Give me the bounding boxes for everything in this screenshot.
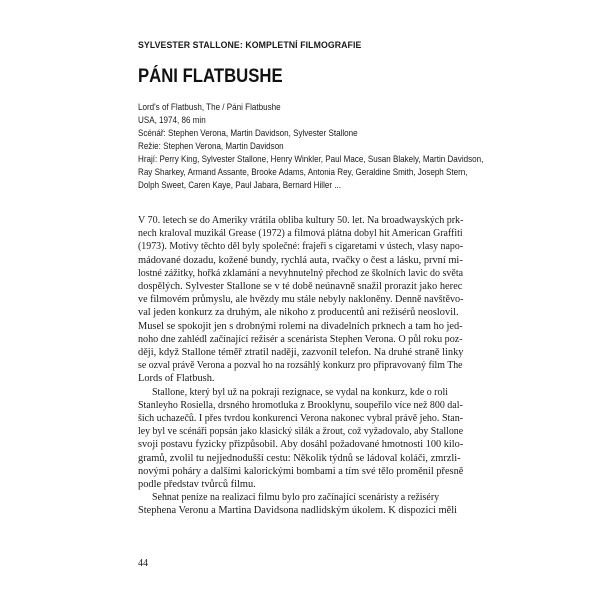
body-line: ších uchazečů. I přes tvrdou konkurenci Verona nakonec vybral právě jeho. Stan- xyxy=(138,413,464,425)
film-cast-line: Hrají: Perry King, Sylvester Stallone, Henry Winkler, Paul Mace, Susan Blakely, Martin Davidson, xyxy=(138,153,484,164)
body-line: Stephena Veronu a Martina Davidsona nadlidským úkolem. K dispozici měli xyxy=(138,505,457,517)
body-line: (1973). Motivy těchto děl byly společné: frajeři s cigaretami v ústech, vlasy napo- xyxy=(138,241,464,253)
body-line: svoji postavu fyzicky přizpůsobil. Aby dosáhl požadované hmotnosti 100 kilo- xyxy=(138,439,464,451)
film-cast-line: Dolph Sweet, Caren Kaye, Paul Jabara, Bernard Hiller ... xyxy=(138,179,342,190)
body-line: ději, když Stallone téměř ztratil naději, zazvonil telefon. Na druhé straně linky xyxy=(138,347,464,359)
body-text xyxy=(138,214,463,518)
body-line: dospělých. Sylvester Stallone se v té době neúnavně snažil prorazit jako herec xyxy=(138,281,463,293)
body-line: V 70. letech se do Ameriky vrátila obliba kultury 50. let. Na broadwayských prk- xyxy=(138,215,464,226)
page-number: 44 xyxy=(138,558,148,569)
body-line: Sehnat peníze na realizaci filmu bylo pro začínající scenáristy a režiséry xyxy=(152,492,440,504)
film-cast-line: Ray Sharkey, Armand Assante, Brooke Adams, Antonia Rey, Geraldine Smith, Joseph Stern, xyxy=(138,166,468,177)
body-line: podle představ tvůrců filmu. xyxy=(138,479,256,491)
body-line: novými poháry a dalšími kalorickými bombami a tím své tělo proměnil přesně xyxy=(138,465,464,477)
body-line: se ozval právě Verona a pozval ho na rozsáhlý konkurz pro připravovaný film The xyxy=(138,360,463,372)
body-line: nech kraloval muzikál Grease (1972) a filmová plátna dobyl hit American Graffiti xyxy=(138,228,463,240)
film-screenplay: Scénář: Stephen Verona, Martin Davidson, Sylvester Stallone xyxy=(138,127,358,138)
body-line: Stanleyho Rosiella, drsného hromotluka z Brooklynu, soupeřilo více než 800 dal- xyxy=(138,399,463,411)
body-line: val jeden konkurz za druhým, ale nikoho z producentů ani režisérů neoslovil. xyxy=(138,307,459,319)
film-original-title: Lord's of Flatbush, The / Páni Flatbushe xyxy=(138,101,281,112)
body-line: Lords of Flatbush. xyxy=(138,373,215,385)
chapter-title: PÁNI FLATBUSHE xyxy=(138,66,283,87)
film-country-year-length: USA, 1974, 86 min xyxy=(138,114,206,125)
body-line: Stallone, který byl už na pokraji rezignace, se vydal na konkurz, kde o roli xyxy=(152,386,448,398)
body-line: noho dne zahlédl začínající režisér a scenárista Stephen Verona. O půl roku poz- xyxy=(138,333,463,345)
body-line: ve filmovém průmyslu, ale hvězdy mu stále nebyly nakloněny. Denně navštěvo- xyxy=(138,294,464,306)
body-line: mádované dozadu, kožené bundy, rychlá auta, rvačky o čest a lásku, první mi- xyxy=(138,254,463,266)
running-header: SYLVESTER STALLONE: KOMPLETNÍ FILMOGRAFIE xyxy=(138,40,362,51)
body-line: Musel se spokojit jen s drobnými rolemi na divadelních prknech a tam ho jed- xyxy=(138,320,463,332)
film-director: Režie: Stephen Verona, Martin Davidson xyxy=(138,140,284,151)
body-line: gramů, zvolil tu nejjednodušší cestu: Několik týdnů se ládoval koláči, zmrzli- xyxy=(138,452,461,464)
body-line: lostné zážitky, hořká zklamání a nevyhnutelný přechod ze školních lavic do světa xyxy=(138,267,464,279)
film-info xyxy=(138,100,518,191)
body-line: ley byl ve scénáři popsán jako klasický silák a žrout, což vyžadovalo, aby Stallone xyxy=(138,426,464,438)
